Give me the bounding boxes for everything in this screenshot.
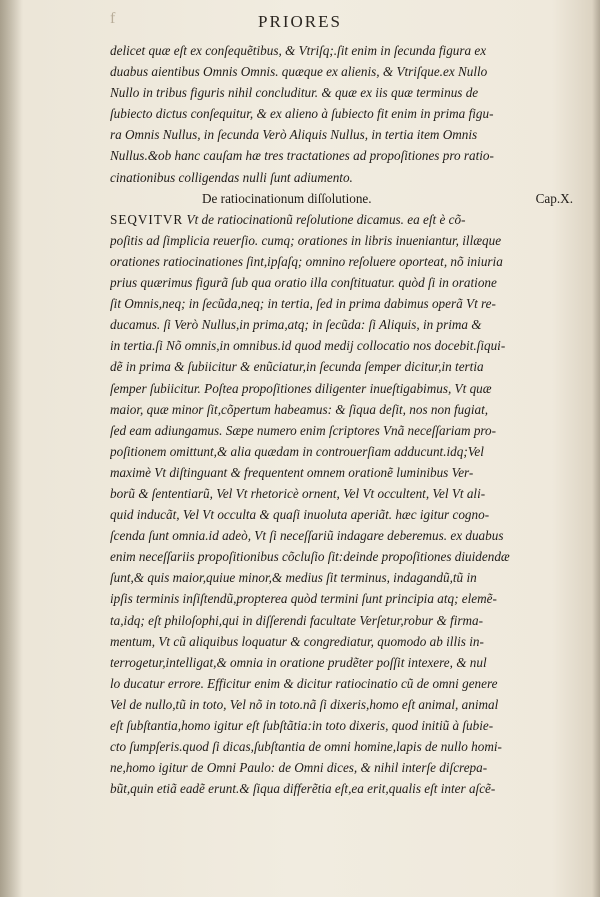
text-line: terrogetur,intelligat,& omnia in oratione prudẽter poſſit intexere, & nul [110, 654, 487, 670]
running-head: PRIORES [258, 12, 342, 31]
text-line: eſt ſubſtantia,homo igitur eſt ſubſtãtia:in toto dixeris, quod initiũ à ſubie- [110, 718, 494, 733]
text-line: mentum, Vt cũ aliquibus loquatur & congrediatur, quomodo ab illis in- [110, 633, 484, 649]
text-line: in tertia.ſi Nõ omnis,in omnibus.id quod medij collocatio nos docebit.ſiqui- [110, 338, 506, 354]
text-line: cinationibus colligendas nulli ſunt adiumento. [110, 169, 353, 185]
text-line: lo ducatur errore. Efficitur enim & dicitur ratiocinatio cũ de omni genere [110, 675, 498, 691]
text-line: ſit Omnis,neq; in ſecũda,neq; in tertia, ſed in prima dabimus operã Vt re- [110, 296, 496, 312]
text-line: ſubiecto dictus conſequitur, & ex alieno à ſubiecto fit enim in prima figu- [110, 106, 494, 122]
text-line: maior, quæ minor ſit,cõpertum habeamus: & ſiqua deſit, nos non fugiat, [110, 401, 489, 417]
text-block-after-heading [110, 230, 585, 800]
text-line: duabus aientibus Omnis Omnis. quæque ex alienis, & Vtriſque.ex Nullo [110, 64, 488, 80]
first-line-rest: Vt de ratiocinationũ reſolutione dicamus. ea eſt è cõ- [186, 211, 466, 227]
spine-shadow [0, 0, 22, 897]
text-block-before-heading [110, 40, 585, 188]
text-line-first [110, 209, 585, 230]
chapter-heading [110, 188, 585, 209]
text-line: ne,homo igitur de Omni Paulo: de Omni dices, & nihil interſe diſcrepa- [110, 760, 488, 776]
text-line: dẽ in prima & ſubiicitur & enũciatur,in ſecunda ſemper dicitur,in tertia [110, 359, 484, 375]
text-line: borũ & ſententiarũ, Vel Vt rhetoricè ornent, Vel Vt occultent, Vel Vt ali- [110, 485, 486, 501]
text-line: delicet quæ eſt ex conſequẽtibus, & Vtriſq;.ſit enim in ſecunda figura ex [110, 43, 487, 58]
text-line: Vel de nullo,tũ in toto, Vel nõ in toto.nã ſi dixeris,homo eſt animal, animal [110, 696, 499, 712]
text-line: ſemper ſubiicitur. Poſtea propoſitiones diligenter inueſtigabimus, Vt quæ [110, 380, 492, 396]
page-edge-shadow [592, 0, 600, 897]
chapter-number: Cap.X. [535, 190, 573, 206]
text-line: Nullus.&ob hanc cauſam hæ tres tractationes ad propoſitiones pro ratio- [110, 148, 494, 164]
text-line: ſed eam adiungamus. Sæpe numero enim ſcriptores Vnã neceſſariam pro- [110, 422, 497, 438]
text-line: maximè Vt diſtinguant & frequentent omnem orationẽ luminibus Ver- [110, 464, 474, 480]
text-line: ſunt,& quis maior,quiue minor,& medius ſit terminus, indagandũ,tũ in [110, 570, 477, 586]
text-line: ipſis terminis inſiſtendũ,propterea quòd termini ſunt principia atq; elemẽ- [110, 591, 497, 607]
text-line: cto ſumpſeris.quod ſi dicas,ſubſtantia de omni homine,lapis de nullo homi- [110, 739, 502, 755]
text-line: Nullo in tribus figuris nihil concluditur. & quæ ex iis quæ terminus de [110, 85, 479, 101]
text-line: enim neceſſariis propoſitionibus cõcluſio ſit:deinde propoſitiones diuidendæ [110, 549, 510, 565]
body-text [110, 40, 585, 799]
text-line: orationes ratiocinationes ſint,ipſaſq; omnino reſoluere oporteat, nõ iniuria [110, 253, 503, 269]
text-line: quid inducãt, Vel Vt occulta & quaſi inuoluta aperiãt. hæc igitur cogno- [110, 507, 490, 523]
text-line: poſitis ad ſimplicia reuerſio. cumq; orationes in libris inueniantur, illæque [110, 232, 502, 248]
first-word: SEQVITVR [110, 211, 184, 227]
text-line: ſcenda ſunt omnia.id adeò, Vt ſi neceſſariũ indagare deberemus. ex duabus [110, 528, 504, 544]
chapter-title: De ratiocinationum diſſolutione. [202, 190, 372, 206]
text-line: ra Omnis Nullus, in ſecunda Verò Aliquis Nullus, in tertia item Omnis [110, 127, 478, 143]
text-line: ducamus. ſi Verò Nullus,in prima,atq; in ſecũda: ſi Aliquis, in prima & [110, 317, 482, 333]
text-line: poſitionem omittunt,& alia quædam in controuerſiam adducunt.idq;Vel [110, 443, 484, 459]
folio-mark: f [110, 10, 116, 27]
text-line: bũt,quin etiã eadẽ erunt.& ſiqua differẽtia eſt,ea erit,qualis eſt inter aſcẽ- [110, 781, 496, 797]
text-line: prius quærimus figurã ſub qua oratio illa conſtituatur. quòd ſi in oratione [110, 275, 497, 291]
text-line: ta,idq; eſt philoſophi,qui in diſſerendi facultate Verſetur,robur & firma- [110, 612, 484, 628]
